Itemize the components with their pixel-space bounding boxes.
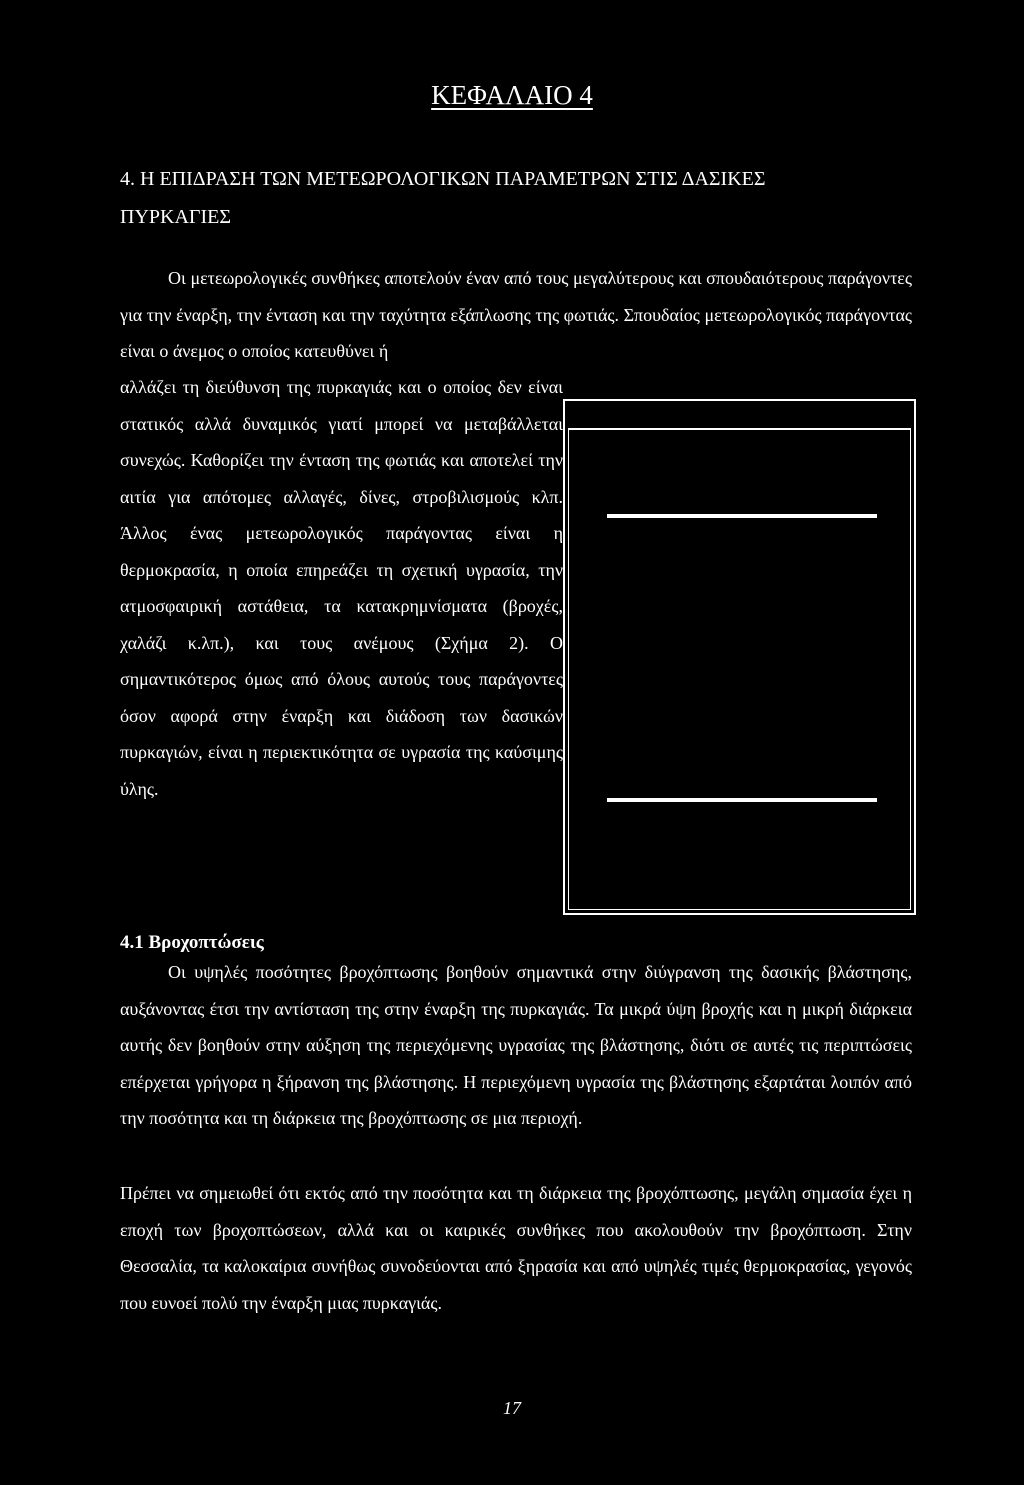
- section-title: 4.1 Βροχοπτώσεις: [120, 932, 264, 953]
- rainfall-paragraph: Οι υψηλές ποσότητες βροχόπτωσης βοηθούν σημαντικά στην διύγρανση της δασικής βλάστησης, αυξάνοντας έτσι την αντίσταση της στην έναρξη της πυρκαγιάς. Τα μικρά ύψη βροχής και η μικρή διάρκεια αυτής δεν βοηθούν στην αύξηση της περιεχόμενης υγρασίας της βλάστησης, διότι σε αυτές τις περιπτώσεις επέρχεται γρήγορα η ξήρανση της βλάστησης. Η περιεχόμενη υγρασία της βλάστησης εξαρτάται λοιπόν από την ποσότητα και τη διάρκεια της βροχόπτωσης σε μια περιοχή.: [120, 962, 912, 1128]
- figure-placeholder: [563, 399, 916, 915]
- chapter-heading-line2: ΠΥΡΚΑΓΙΕΣ: [120, 206, 231, 228]
- chapter-title: ΚΕΦΑΛΑΙΟ 4: [431, 80, 593, 110]
- page-number: 17: [503, 1398, 521, 1418]
- intro-paragraph-wrapped: αλλάζει τη διεύθυνση της πυρκαγιάς και ο οποίος δεν είναι στατικός αλλά δυναμικός γιατί μπορεί να μεταβάλλεται συνεχώς. Καθορίζει την ένταση της φωτιάς και αποτελεί την αιτία για απότομες αλλαγές, δίνες, στροβιλισμούς κλπ. Άλλος ένας μετεωρολογικός παράγοντας είναι η θερμοκρασία, η οποία επηρεάζει τη σχετική υγρασία, την ατμοσφαιρική αστάθεια, τα κατακρημνίσματα (βροχές, χαλάζι κ.λπ.), και τους ανέμους (Σχήμα 2). Ο σημαντικότερος όμως από όλους αυτούς τους παράγοντες όσον αφορά στην έναρξη και διάδοση των δασικών πυρκαγιών, είναι η περιεκτικότητα σε υγρασία της καύσιμης ύλης.: [120, 377, 563, 799]
- figure-line-lower: [607, 798, 877, 802]
- chapter-heading-line1: 4. Η ΕΠΙΔΡΑΣΗ ΤΩΝ ΜΕΤΕΩΡΟΛΟΓΙΚΩΝ ΠΑΡΑΜΕΤΡΩΝ ΣΤΙΣ ΔΑΣΙΚΕΣ: [120, 168, 766, 190]
- season-paragraph: Πρέπει να σημειωθεί ότι εκτός από την ποσότητα και τη διάρκεια της βροχόπτωσης, μεγάλη σημασία έχει η εποχή των βροχοπτώσεων, αλλά και οι καιρικές συνθήκες που ακολουθούν την βροχόπτωση. Στην Θεσσαλία, τα καλοκαίρια συνήθως συνοδεύονται από ξηρασία και από υψηλές τιμές θερμοκρασίας, γεγονός που ευνοεί πολύ την έναρξη μιας πυρκαγιάς.: [120, 1183, 912, 1313]
- intro-paragraph-start: [120, 260, 912, 370]
- figure-line-upper: [607, 514, 877, 518]
- intro-text: Οι μετεωρολογικές συνθήκες αποτελούν έναν από τους μεγαλύτερους και σπουδαιότερους παράγοντες για την έναρξη, την ένταση και την ταχύτητα εξάπλωσης της φωτιάς. Σπουδαίος μετεωρολογικός παράγοντας είναι ο άνεμος ο οποίος κατευθύνει ή: [120, 268, 912, 361]
- figure-inner-frame: [568, 428, 911, 910]
